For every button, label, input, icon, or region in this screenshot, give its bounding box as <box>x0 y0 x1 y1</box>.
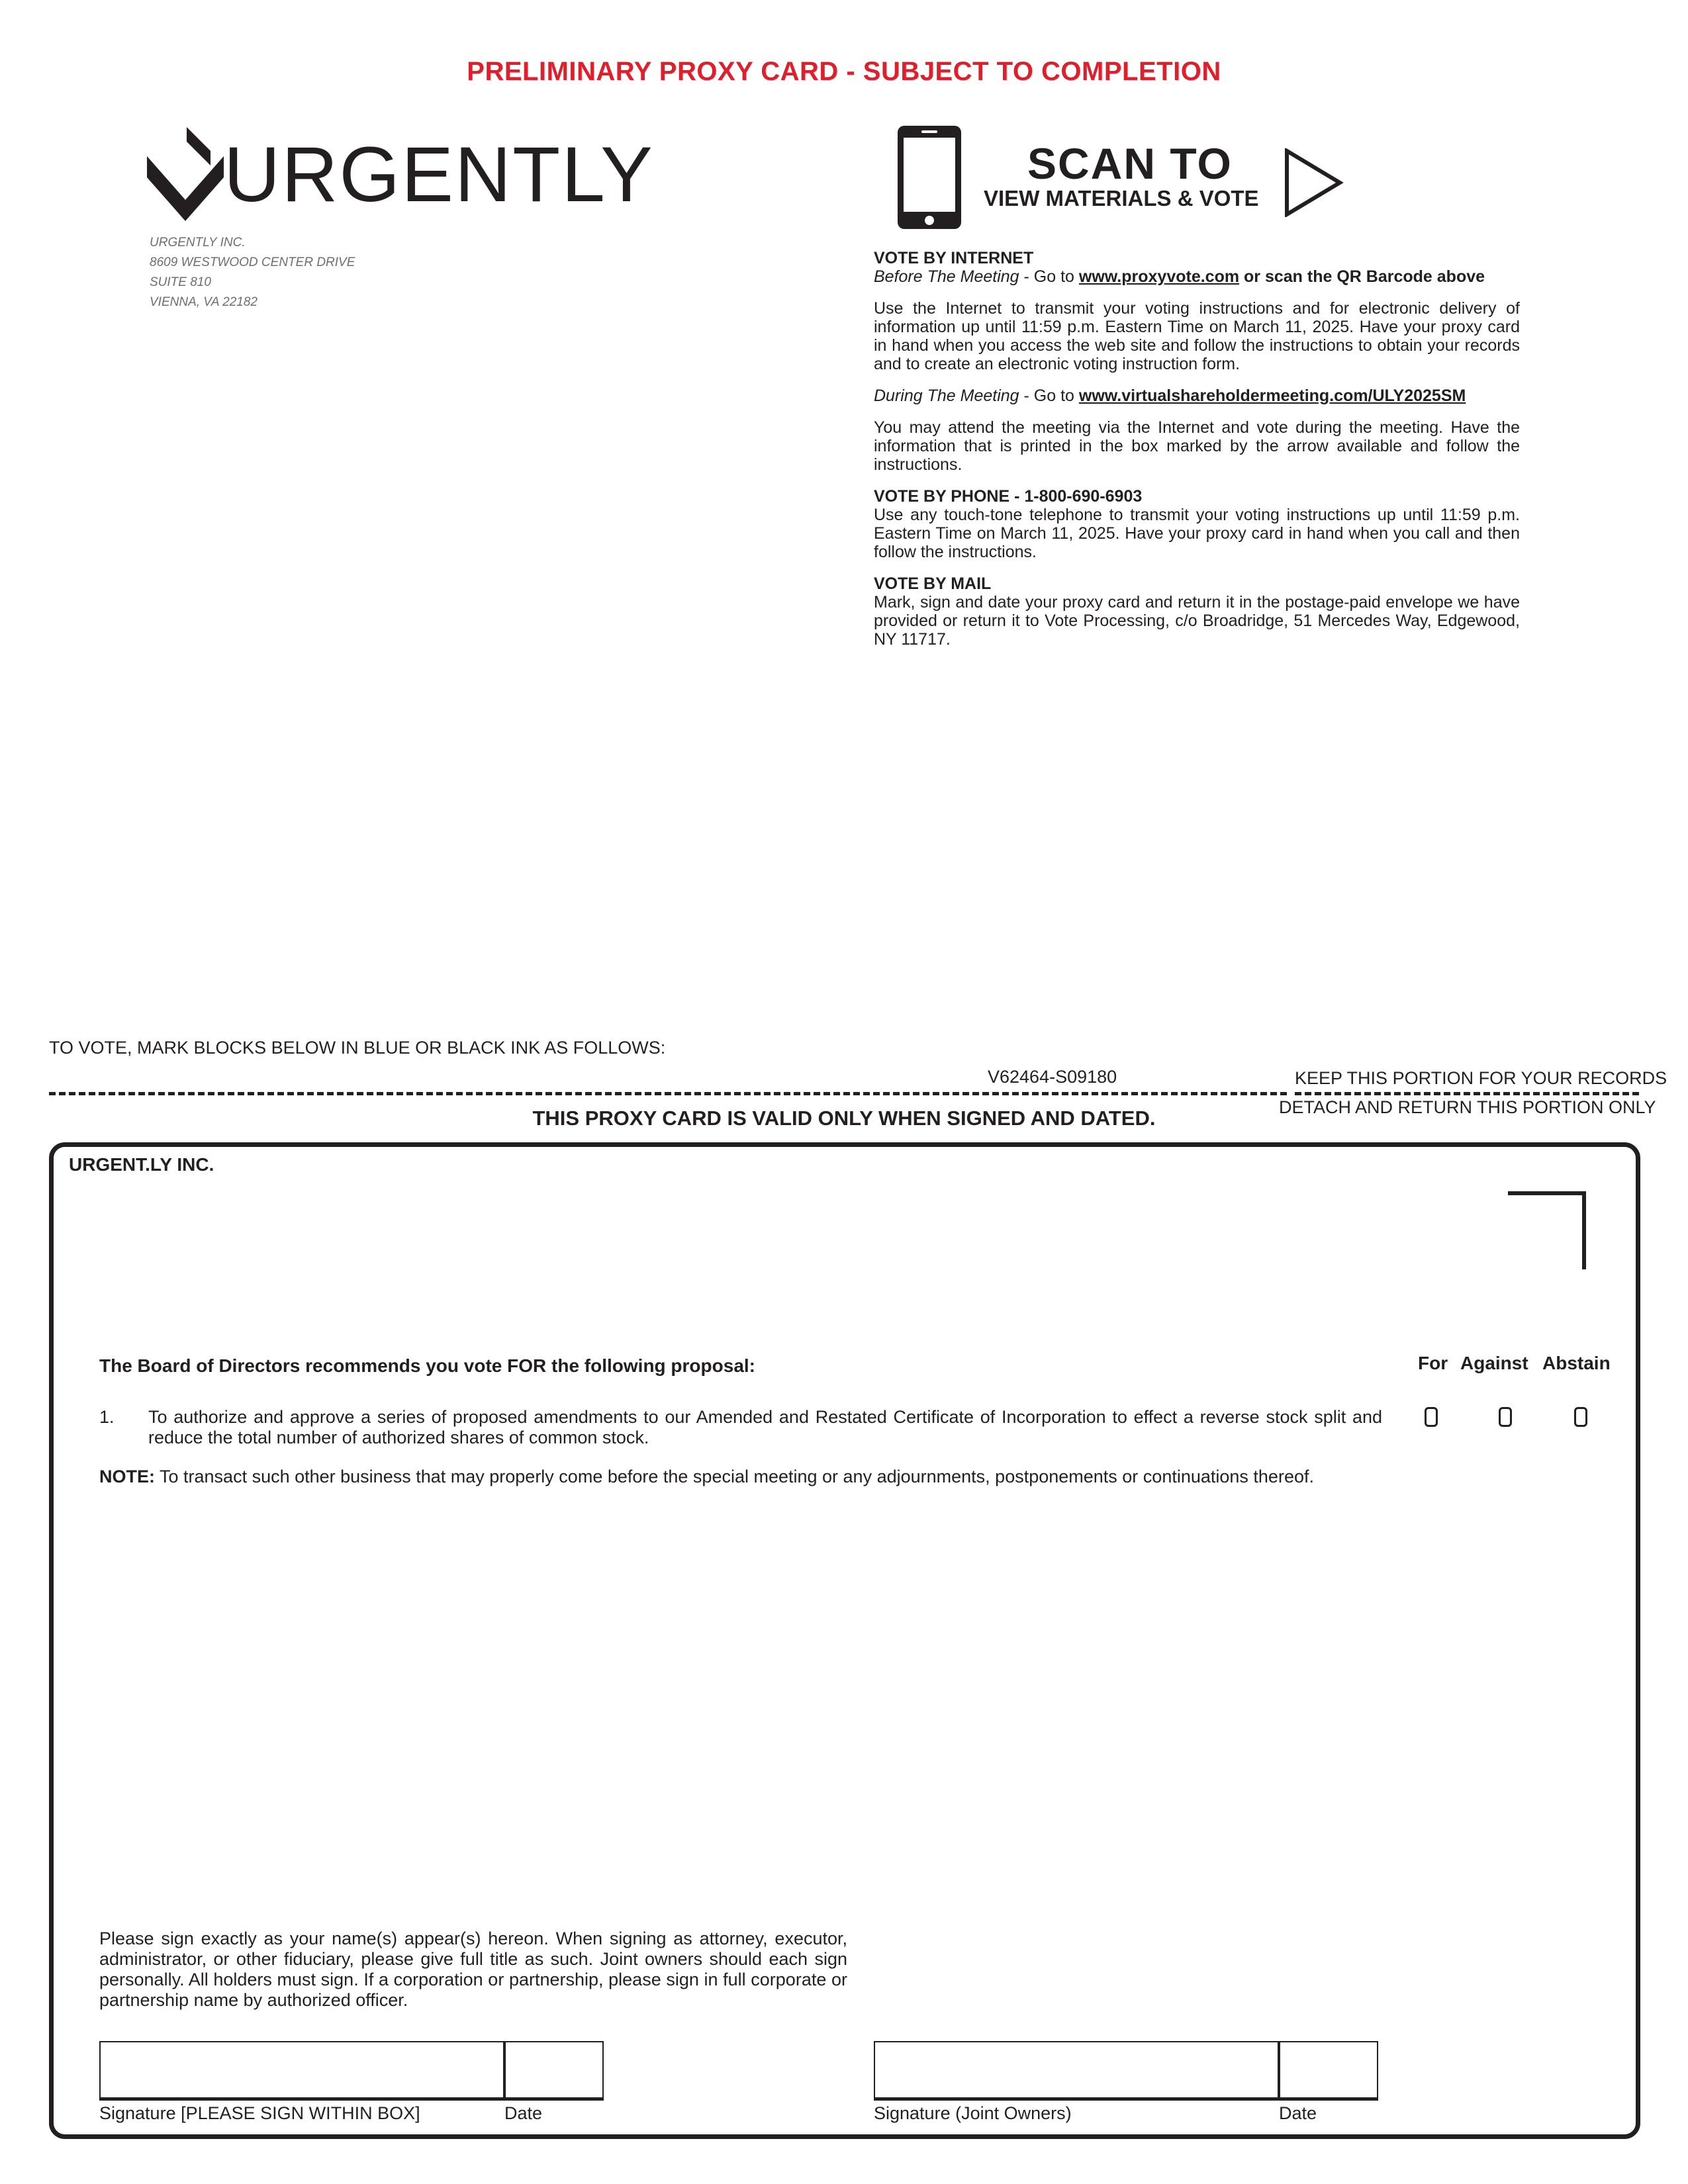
vote-abstain-checkbox[interactable] <box>1574 1407 1587 1427</box>
valid-notice: THIS PROXY CARD IS VALID ONLY WHEN SIGNED AND DATED. <box>532 1107 1156 1130</box>
date-label: Date <box>504 2103 543 2123</box>
page-title: PRELIMINARY PROXY CARD - SUBJECT TO COMPLETION <box>467 57 1221 86</box>
signature-box[interactable] <box>99 2041 504 2101</box>
phone-icon <box>898 126 961 229</box>
scan-subheading: VIEW MATERIALS & VOTE <box>984 186 1259 210</box>
column-against: Against <box>1460 1353 1528 1373</box>
company-address <box>150 233 355 312</box>
control-code: V62464-S09180 <box>982 1067 1122 1087</box>
qr-barcode-text: or scan the QR Barcode above <box>1239 267 1485 286</box>
mail-instructions: Mark, sign and date your proxy card and return it in the postage-paid envelope we have provided or return it to Vote Processing, c/o Broadridge, 51 Mercedes Way, Edgewood, NY 11717. <box>874 593 1520 649</box>
detach-return-text: DETACH AND RETURN THIS PORTION ONLY <box>1279 1097 1656 1117</box>
joint-signature-box[interactable] <box>874 2041 1279 2101</box>
column-abstain: Abstain <box>1542 1353 1611 1373</box>
address-corner-marker <box>1508 1191 1586 1269</box>
during-meeting-label: During The Meeting <box>874 387 1019 405</box>
detach-line <box>49 1092 1287 1095</box>
company-logo-text: URGENTLY <box>224 131 654 218</box>
company-logo-icon <box>147 127 224 226</box>
phone-instructions: Use any touch-tone telephone to transmit your voting instructions up until 11:59 p.m. Eastern Time on March 11, 2025. Have your proxy card in hand when you call and then follow the instructions. <box>874 506 1520 561</box>
proposal-text: To authorize and approve a series of proposed amendments to our Amended and Restated Certificate of Incorporation to effect a reverse stock split and reduce the total number of authorized shares of common stock. <box>148 1407 1382 1447</box>
voting-instructions <box>874 249 1520 649</box>
address-line: VIENNA, VA 22182 <box>150 295 258 309</box>
column-for: For <box>1418 1353 1448 1373</box>
joint-date-box[interactable] <box>1279 2041 1378 2101</box>
address-line: SUITE 810 <box>150 275 211 289</box>
vote-internet-heading: VOTE BY INTERNET <box>874 249 1034 267</box>
signing-instructions: Please sign exactly as your name(s) appear(s) hereon. When signing as attorney, executor, administrator, or other fiduciary, please give full title as such. Joint owners should each sign personally. All holders must sign. If a corporation or partnership, please sign in full corporate or partnership name by authorized officer. <box>99 1929 847 2010</box>
note <box>99 1467 1423 1487</box>
board-recommendation: The Board of Directors recommends you vote FOR the following proposal: <box>99 1355 755 1376</box>
scan-heading: SCAN TO <box>1027 139 1233 188</box>
during-go-text: - Go to <box>1019 387 1079 405</box>
proxyvote-link[interactable]: www.proxyvote.com <box>1078 267 1240 286</box>
vote-against-checkbox[interactable] <box>1499 1407 1512 1427</box>
before-meeting-label: Before The Meeting <box>874 267 1019 286</box>
vote-mail-heading: VOTE BY MAIL <box>874 574 992 593</box>
vote-phone-heading: VOTE BY PHONE - 1-800-690-6903 <box>874 487 1143 506</box>
virtual-meeting-link[interactable]: www.virtualshareholdermeeting.com/ULY2025SM <box>1078 387 1466 405</box>
signature-label: Signature [PLEASE SIGN WITHIN BOX] <box>99 2103 420 2123</box>
before-go-text: - Go to <box>1019 267 1079 286</box>
note-text: To transact such other business that may properly come before the special meeting or any adjournments, postponements or continuations thereof. <box>155 1467 1314 1486</box>
keep-portion-text: KEEP THIS PORTION FOR YOUR RECORDS <box>1295 1068 1667 1088</box>
ink-instruction: TO VOTE, MARK BLOCKS BELOW IN BLUE OR BLACK INK AS FOLLOWS: <box>49 1038 666 1058</box>
card-company-name: URGENT.LY INC. <box>69 1154 214 1175</box>
meeting-instructions: You may attend the meeting via the Internet and vote during the meeting. Have the information that is printed in the box marked by the arrow available and follow the instructions. <box>874 418 1520 474</box>
address-line: 8609 WESTWOOD CENTER DRIVE <box>150 255 355 269</box>
proposal-number: 1. <box>99 1407 115 1427</box>
arrow-play-icon <box>1284 148 1344 217</box>
detach-line-right <box>1295 1092 1639 1095</box>
note-label: NOTE: <box>99 1467 155 1486</box>
address-line: URGENTLY INC. <box>150 236 246 250</box>
internet-instructions: Use the Internet to transmit your voting instructions and for electronic delivery of information up until 11:59 p.m. Eastern Time on March 11, 2025. Have your proxy card in hand when you access the web site and follow the instructions to obtain your records and to create an electronic voting instruction form. <box>874 299 1520 373</box>
joint-date-label: Date <box>1279 2103 1317 2123</box>
date-box[interactable] <box>504 2041 604 2101</box>
joint-signature-label: Signature (Joint Owners) <box>874 2103 1072 2123</box>
vote-for-checkbox[interactable] <box>1425 1407 1438 1427</box>
